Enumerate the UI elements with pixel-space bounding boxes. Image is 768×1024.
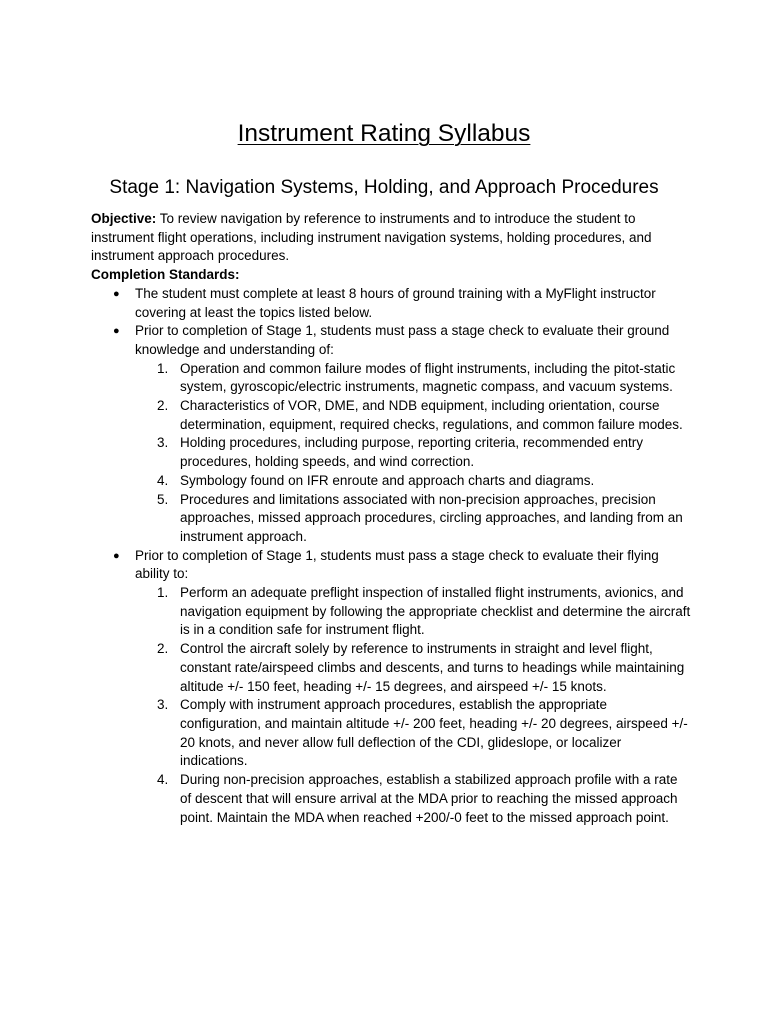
- stage-heading: Stage 1: Navigation Systems, Holding, and Approach Procedures: [109, 177, 659, 198]
- list-item: [157, 771, 691, 827]
- list-item: [157, 472, 691, 491]
- list-number: 1.: [157, 585, 169, 601]
- list-item-text: Characteristics of VOR, DME, and NDB equipment, including orientation, course determination, equipment, required checks, regulations, and common failure modes.: [180, 398, 683, 432]
- list-item-text: Symbology found on IFR enroute and approach charts and diagrams.: [180, 472, 595, 488]
- objective-label: Objective:: [91, 211, 157, 226]
- list-item: [157, 584, 691, 640]
- list-item-text: Prior to completion of Stage 1, students must pass a stage check to evaluate their ground knowledge and understanding of:: [135, 323, 670, 357]
- list-item-text: Prior to completion of Stage 1, students must pass a stage check to evaluate their flying ability to:: [135, 547, 659, 582]
- list-item: [157, 491, 691, 547]
- list-item: [157, 640, 691, 696]
- list-number: 2.: [157, 398, 169, 414]
- bullet-icon: ●: [113, 325, 120, 338]
- list-item: [157, 434, 691, 471]
- completion-standards-label: Completion Standards:: [91, 267, 240, 283]
- completion-standards-list: [91, 285, 691, 827]
- list-item-text: Holding procedures, including purpose, reporting criteria, recommended entry procedures, holding speeds, and wind correction.: [180, 435, 643, 470]
- list-item-text: Comply with instrument approach procedures, establish the appropriate configuration, and maintain altitude +/- 200 feet, heading +/- 20 degrees, airspeed +/- 20 knots, and never allow full deflection of the CDI, glideslope, or localizer indications.: [180, 697, 688, 769]
- list-item-text: Procedures and limitations associated with non-precision approaches, precision approaches, missed approach procedures, circling approaches, and landing from an instrument approach.: [180, 491, 683, 544]
- list-number: 3.: [157, 435, 169, 451]
- list-number: 4.: [157, 772, 169, 788]
- list-item: [157, 696, 691, 771]
- list-number: 2.: [157, 641, 169, 657]
- list-item: [113, 285, 691, 322]
- bullet-icon: ●: [113, 287, 120, 300]
- list-item: [113, 322, 691, 546]
- list-item-text: Control the aircraft solely by reference to instruments in straight and level flight, constant rate/airspeed climbs and descents, and turns to headings while maintaining altitude +/- 150 feet, heading +/- 15 degrees, and airspeed +/- 15 knots.: [180, 641, 685, 694]
- objective-text: To review navigation by reference to instruments and to introduce the student to instrument flight operations, including instrument navigation systems, holding procedures, and instrument approach procedures.: [91, 211, 652, 264]
- list-number: 4.: [157, 472, 169, 488]
- objective-paragraph: [91, 210, 691, 266]
- list-item: [157, 397, 691, 434]
- bullet-icon: ●: [113, 549, 120, 562]
- flying-ability-list: [135, 584, 691, 827]
- list-item-text: The student must complete at least 8 hours of ground training with a MyFlight instructor covering at least the topics listed below.: [135, 285, 656, 320]
- list-number: 1.: [157, 360, 169, 376]
- list-item: [157, 360, 691, 397]
- list-item-text: During non-precision approaches, establish a stabilized approach profile with a rate of descent that will ensure arrival at the MDA prior to reaching the missed approach point. Maintain the MDA when reached +200/-0 feet to the missed approach point.: [180, 772, 678, 825]
- list-number: 3.: [157, 697, 169, 713]
- document-title: Instrument Rating Syllabus: [237, 120, 531, 147]
- document-body: [91, 210, 691, 827]
- list-item-text: Operation and common failure modes of flight instruments, including the pitot-static system, gyroscopic/electric instruments, magnetic compass, and vacuum systems.: [180, 360, 676, 395]
- list-number: 5.: [157, 491, 169, 507]
- list-item-text: Perform an adequate preflight inspection of installed flight instruments, avionics, and navigation equipment by following the appropriate checklist and determine the aircraft is in a condition safe for instrument flight.: [180, 585, 691, 638]
- list-item: [113, 547, 691, 828]
- ground-knowledge-list: [135, 360, 691, 547]
